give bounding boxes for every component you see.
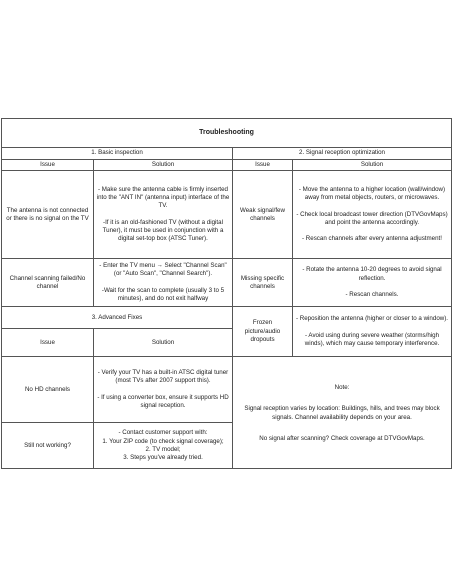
solution-line: - Rescan channels after every antenna adjustment! — [302, 235, 442, 243]
issue-cell: Missing specific channels — [233, 259, 293, 307]
solution-cell — [293, 259, 452, 307]
section-advanced-fixes: 3. Advanced Fixes — [2, 307, 233, 329]
solution-line: - Reposition the antenna (higher or closer to a window). — [295, 315, 449, 323]
solution-header: Solution — [293, 160, 452, 171]
issue-cell: Channel scanning failed/No channel — [2, 259, 94, 307]
section-signal-optimization: 2. Signal reception optimization — [233, 148, 452, 160]
solution-line: - Check local broadcast tower direction (DTVGovMaps) and point the antenna accordingly. — [296, 210, 448, 226]
note-label: Note: — [334, 383, 350, 391]
solution-line: - Make sure the antenna cable is firmly inserted into the "ANT IN" (antenna input) interface of the TV. — [96, 185, 230, 210]
solution-line: - Verify your TV has a built-in ATSC digital tuner (most TVs after 2007 support this). — [97, 369, 229, 385]
solution-line: - Enter the TV menu → Select "Channel Scan" (or "Auto Scan", "Channel Search"). — [99, 262, 227, 278]
solution-line: -If it is an old-fashioned TV (without a digital Tuner), it must be used in conjunction with a digital set-top box (ATSC Tuner). — [102, 218, 224, 243]
note-text: No signal after scanning? Check coverage at DTVGovMaps. — [259, 434, 425, 442]
solution-cell: - Contact customer support with: 1. Your ZIP code (to check signal coverage); 2. TV model; 3. Steps you've already tried. — [94, 423, 233, 469]
issue-cell: No HD channels — [2, 357, 94, 423]
issue-cell: Weak signal/few channels — [233, 171, 293, 259]
issue-header: Issue — [2, 329, 94, 357]
issue-cell: Frozen picture/audio dropouts — [233, 307, 293, 357]
note-text: Signal reception varies by location: Buildings, hills, and trees may block signals. Channel availability depends on your area. — [244, 404, 440, 421]
solution-cell — [94, 259, 233, 307]
issue-header: Issue — [233, 160, 293, 171]
note-cell — [233, 357, 452, 469]
issue-header: Issue — [2, 160, 94, 171]
solution-header: Solution — [94, 160, 233, 171]
solution-cell — [94, 357, 233, 423]
solution-line: - Rescan channels. — [345, 290, 399, 298]
table-title: Troubleshooting — [2, 119, 452, 148]
solution-cell — [94, 171, 233, 259]
solution-line: -Wait for the scan to complete (usually 3 to 5 minutes), and do not exit halfway — [101, 286, 225, 302]
section-basic-inspection: 1. Basic inspection — [2, 148, 233, 160]
solution-cell — [293, 307, 452, 357]
issue-cell: The antenna is not connected or there is no signal on the TV — [2, 171, 94, 259]
solution-header: Solution — [94, 329, 233, 357]
issue-cell: Still not working? — [2, 423, 94, 469]
solution-cell — [293, 171, 452, 259]
solution-line: - Rotate the antenna 10-20 degrees to avoid signal reflection. — [302, 266, 442, 282]
solution-line: - Move the antenna to a higher location (wall/window) away from metal objects, routers, or microwaves. — [298, 185, 446, 202]
troubleshooting-table — [1, 118, 452, 469]
solution-line: - If using a converter box, ensure it supports HD signal reception. — [97, 393, 229, 409]
solution-line: - Avoid using during severe weather (storms/high winds), which may cause temporary interference. — [304, 331, 440, 347]
